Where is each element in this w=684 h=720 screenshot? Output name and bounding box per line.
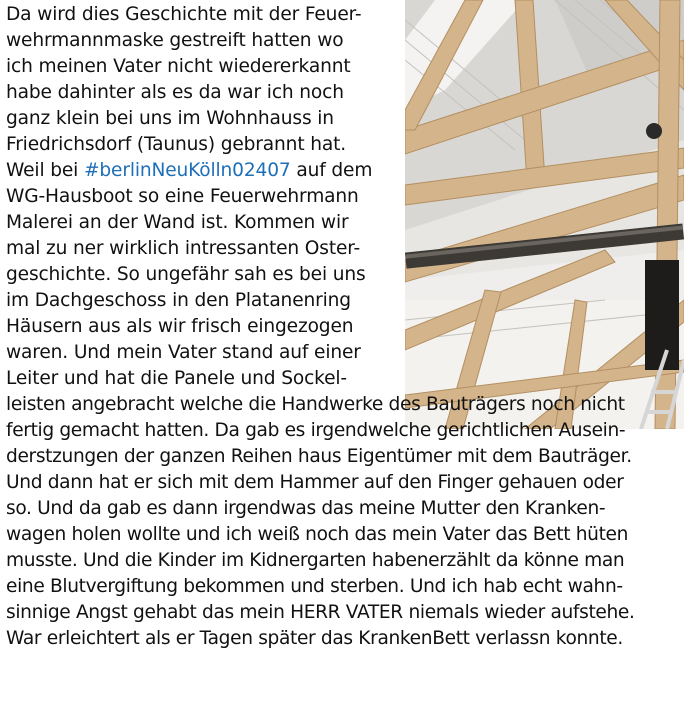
- text-line: ich meinen Vater nicht wiedererkannt: [6, 56, 351, 77]
- text-line: eine Blutvergiftung bekommen und sterben. Und ich hab echt wahn-: [6, 576, 623, 597]
- text-line: leisten angebracht welche die Handwerke des Bauträgers noch nicht: [6, 394, 625, 415]
- text-line: Malerei an der Wand ist. Kommen wir: [6, 212, 349, 233]
- hashtag-link[interactable]: #berlinNeuKölln02407: [83, 160, 291, 181]
- text-line: sinnige Angst gehabt das mein HERR VATER niemals wieder aufstehe.: [6, 602, 635, 623]
- text-line: derstzungen der ganzen Reihen haus Eigentümer mit dem Bauträger.: [6, 446, 632, 467]
- text-line: wagen holen wollte und ich weiß noch das mein Vater das Bett hüten: [6, 524, 629, 545]
- text-line: Da wird dies Geschichte mit der Feuer-: [6, 4, 362, 25]
- text-line: Häusern aus als wir frisch eingezogen: [6, 316, 354, 337]
- text-line: mal zu ner wirklich intressanten Oster-: [6, 238, 361, 259]
- text-line: musste. Und die Kinder im Kidnergarten habenerzählt da könne man: [6, 550, 625, 571]
- text-line: fertig gemacht hatten. Da gab es irgendwelche gerichtlichen Ausein-: [6, 420, 626, 441]
- text-line: habe dahinter als es da war ich noch: [6, 82, 344, 103]
- text-line: waren. Und mein Vater stand auf einer: [6, 342, 361, 363]
- attic-roof-beams-photo: [405, 0, 684, 429]
- text-line: ganz klein bei uns im Wohnhauss in: [6, 108, 334, 129]
- text-line: Friedrichsdorf (Taunus) gebrannt hat.: [6, 134, 346, 155]
- text-line: im Dachgeschoss in den Platanenring: [6, 290, 351, 311]
- text-line: War erleichtert als er Tagen später das KrankenBett verlassn konnte.: [6, 628, 623, 649]
- text-line: [6, 158, 372, 184]
- text-line: geschichte. So ungefähr sah es bei uns: [6, 264, 366, 285]
- text-segment: Weil bei: [6, 160, 84, 181]
- text-line: Und dann hat er sich mit dem Hammer auf den Finger gehauen oder: [6, 472, 624, 493]
- text-segment: auf dem: [290, 160, 373, 181]
- text-line: Leiter und hat die Panele und Sockel-: [6, 368, 347, 389]
- text-line: WG-Hausboot so eine Feuerwehrmann: [6, 186, 359, 207]
- text-line: wehrmannmaske gestreift hatten wo: [6, 30, 344, 51]
- text-line: so. Und da gab es dann irgendwas das meine Mutter den Kranken-: [6, 498, 606, 519]
